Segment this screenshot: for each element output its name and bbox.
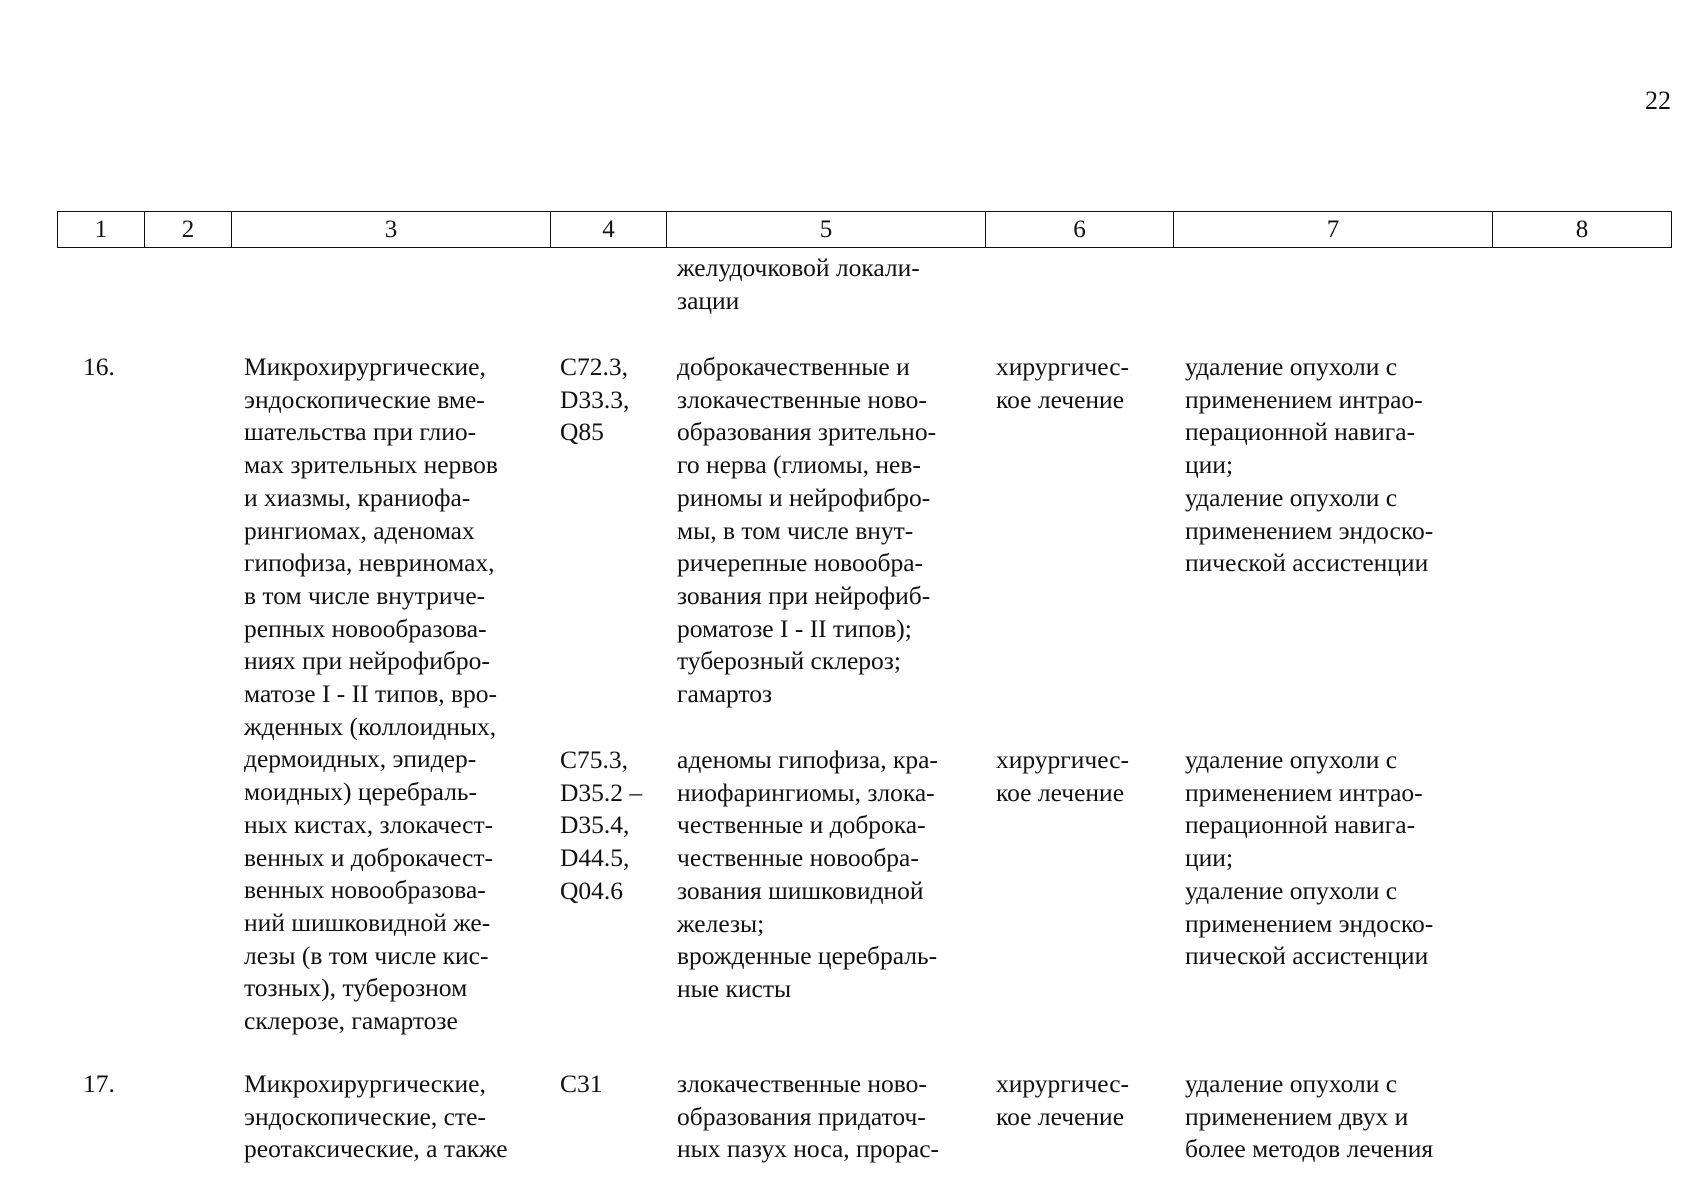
header-col-7: 7 xyxy=(1174,212,1493,248)
row-16-intervention: Микрохирургические, эндоскопические вме- шательства при глио- мах зрительных нервов и хиазмы, краниофа- рингиомах, аденомах гипофиза, невриномах, в том числе внутриче- репных новообразова- ниях при нейрофибро- матозе I - II типов, вро- жденных (коллоидных, дермоидных, эпидер- моидных) церебраль- ных кистах, злокачест- венных и доброкачест- венных новообразова- ний шишковидной же- лезы (в том числе кис- тозных), туберозном склерозе, гамартозе xyxy=(244,352,498,1036)
row-17-intervention: Микрохирургические, эндоскопические, сте- реотаксические, а также xyxy=(244,1069,508,1164)
row-17-a-codes: C31 xyxy=(560,1069,603,1098)
row-16-b-diagnosis: аденомы гипофиза, кра- ниофарингиомы, злока- чественные и доброка- чественные новообра- зования шишковидной железы; врожденные церебраль- ные кисты xyxy=(677,745,938,1003)
row-17-a-treatment: хирургичес- кое лечение xyxy=(996,1069,1130,1131)
row-17-a-method: удаление опухоли с применением двух и более методов лечения xyxy=(1185,1069,1434,1164)
row-16-b-treatment: хирургичес- кое лечение xyxy=(996,745,1130,807)
header-col-8: 8 xyxy=(1493,212,1672,248)
header-col-5: 5 xyxy=(667,212,986,248)
row-16-b-codes: C75.3, D35.2 – D35.4, D44.5, Q04.6 xyxy=(560,745,643,905)
header-col-2: 2 xyxy=(145,212,232,248)
row-16-a-codes: C72.3, D33.3, Q85 xyxy=(560,352,630,447)
header-col-1: 1 xyxy=(58,212,145,248)
continuation-diagnosis: желудочковой локали- зации xyxy=(677,253,920,315)
row-16-a-treatment: хирургичес- кое лечение xyxy=(996,352,1130,414)
column-number-header xyxy=(57,211,1672,248)
row-16-a-method: удаление опухоли с применением интрао- перационной навига- ции; удаление опухоли с применением эндоско- пической ассистенции xyxy=(1185,352,1434,578)
row-16-b-method: удаление опухоли с применением интрао- перационной навига- ции; удаление опухоли с применением эндоско- пической ассистенции xyxy=(1185,745,1434,971)
header-col-4: 4 xyxy=(551,212,667,248)
row-16-number: 16. xyxy=(83,352,115,381)
row-16-a-diagnosis: доброкачественные и злокачественные ново- образования зрительно- го нерва (глиомы, нев- риномы и нейрофибро- мы, в том числе внут- ричерепные новообра- зования при нейрофиб- роматозе I - II типов); туберозный склероз; гамартоз xyxy=(677,352,937,709)
row-17-a-diagnosis: злокачественные ново- образования придаточ- ных пазух носа, прорас- xyxy=(677,1069,940,1164)
header-col-3: 3 xyxy=(232,212,551,248)
page-number: 22 xyxy=(1645,86,1671,115)
header-col-6: 6 xyxy=(986,212,1174,248)
row-17-number: 17. xyxy=(83,1069,115,1098)
